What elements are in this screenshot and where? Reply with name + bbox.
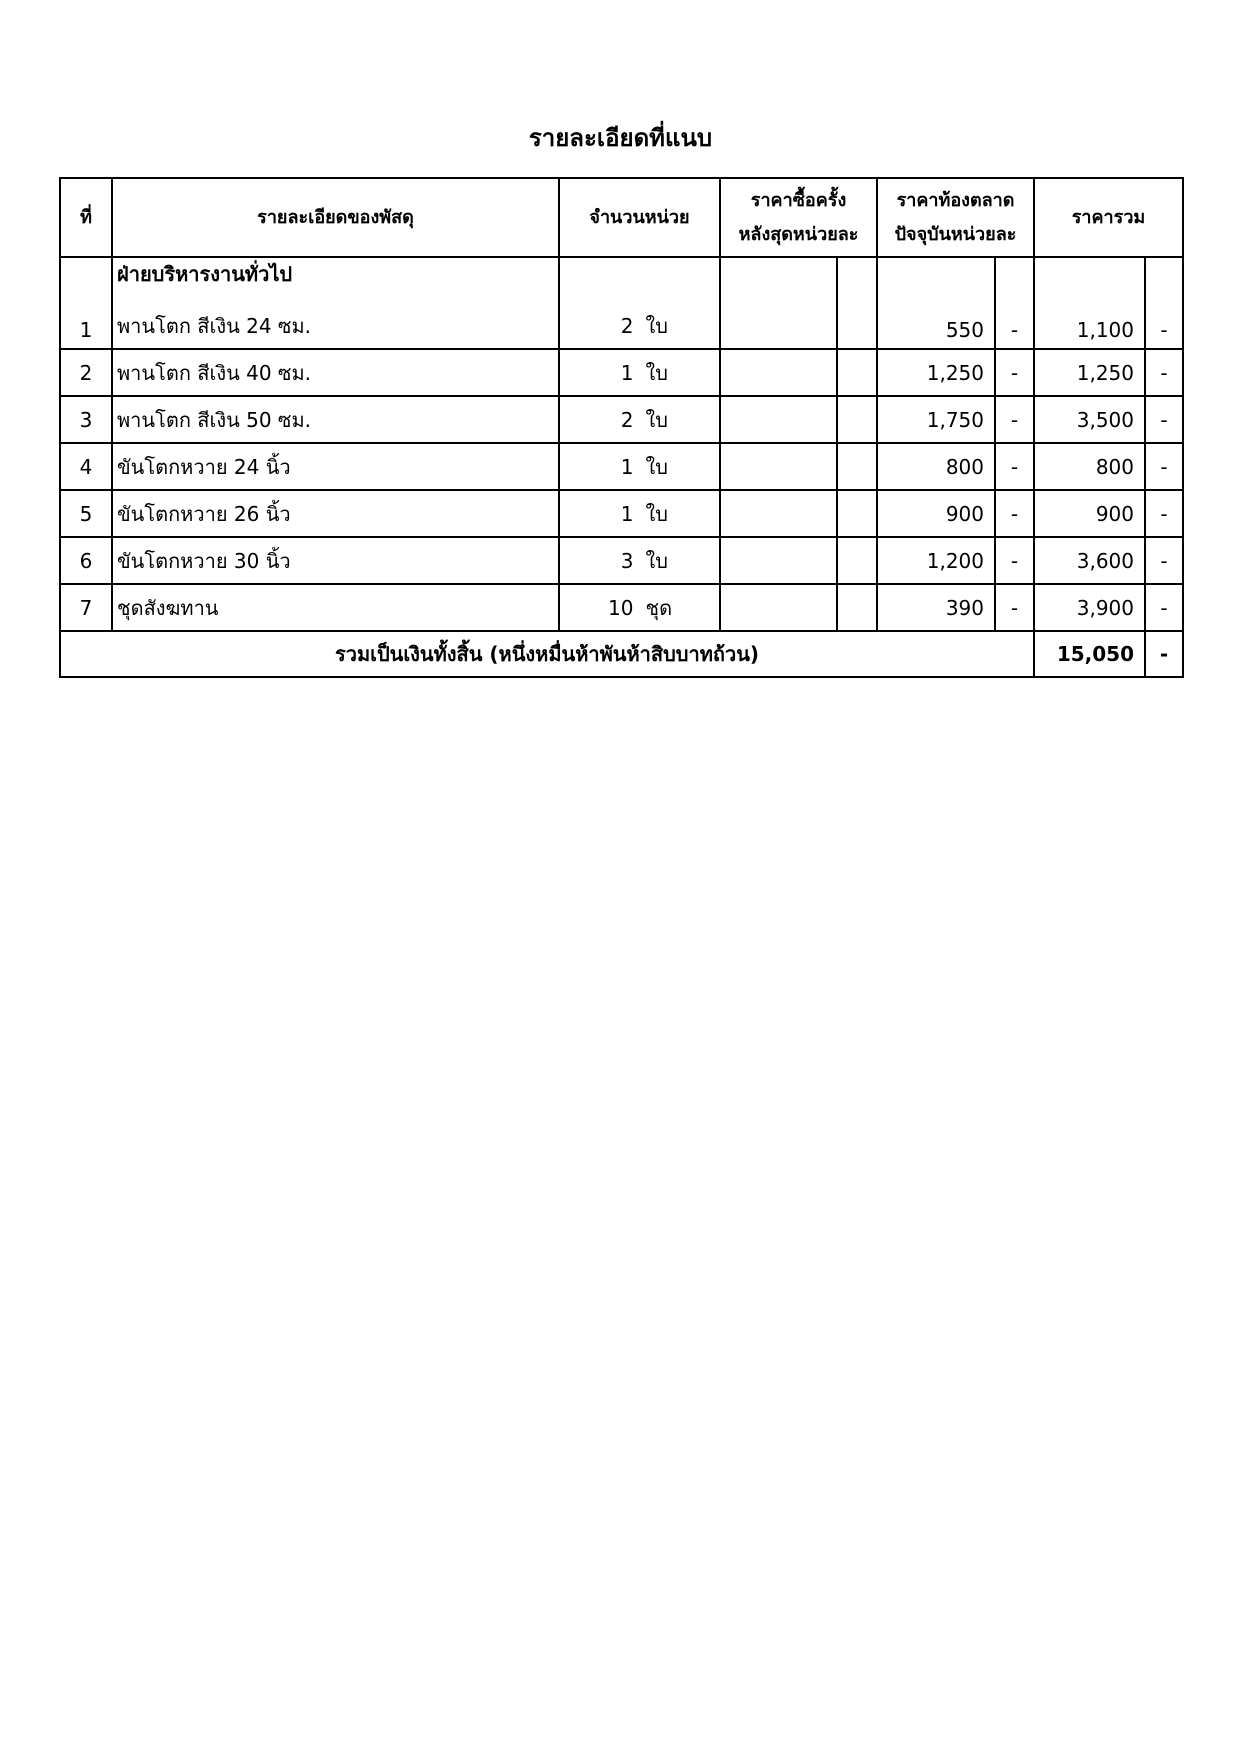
items-table xyxy=(59,177,1184,678)
item-total-satang: - xyxy=(1145,349,1183,396)
item-market-price-satang: - xyxy=(995,349,1034,396)
item-quantity xyxy=(559,490,720,537)
item-description xyxy=(112,443,559,490)
item-quantity-unit: ชุด xyxy=(645,595,673,620)
item-market-price-satang: - xyxy=(995,537,1034,584)
table-row xyxy=(60,537,1183,584)
item-total: 3,600 xyxy=(1034,537,1145,584)
item-quantity-value: 10 xyxy=(608,595,634,620)
item-name: ขันโตกหวาย 24 นิ้ว xyxy=(117,454,291,479)
item-total: 1,250 xyxy=(1034,349,1145,396)
header-total: ราคารวม xyxy=(1034,178,1183,257)
item-no: 6 xyxy=(60,537,112,584)
item-last-price xyxy=(720,349,837,396)
table-row xyxy=(60,584,1183,631)
header-last-price-line1: ราคาซื้อครั้ง xyxy=(750,189,847,211)
item-no: 4 xyxy=(60,443,112,490)
item-name: ขันโตกหวาย 26 นิ้ว xyxy=(117,501,291,526)
item-last-price-satang xyxy=(837,490,877,537)
item-quantity xyxy=(559,443,720,490)
item-total: 900 xyxy=(1034,490,1145,537)
item-last-price-satang xyxy=(837,537,877,584)
item-market-price: 390 xyxy=(877,584,995,631)
table-row xyxy=(60,349,1183,396)
item-quantity-value: 3 xyxy=(620,548,634,573)
item-quantity-value: 1 xyxy=(620,454,634,479)
item-last-price-satang xyxy=(837,584,877,631)
header-last-price xyxy=(720,178,877,257)
item-no: 2 xyxy=(60,349,112,396)
item-total-satang: - xyxy=(1145,584,1183,631)
item-total: 1,100 xyxy=(1034,257,1145,349)
item-quantity-value: 1 xyxy=(620,360,634,385)
item-quantity-value: 2 xyxy=(620,314,634,338)
item-name: พานโตก สีเงิน 24 ซม. xyxy=(117,314,312,338)
grand-total-label: รวมเป็นเงินทั้งสิ้น (หนึ่งหมื่นห้าพันห้าสิบบาทถ้วน) xyxy=(60,631,1034,677)
header-row xyxy=(60,178,1183,257)
item-quantity xyxy=(559,584,720,631)
item-quantity-unit: ใบ xyxy=(645,314,668,338)
header-market-price xyxy=(877,178,1034,257)
item-name: ชุดสังฆทาน xyxy=(117,595,219,620)
item-quantity xyxy=(559,537,720,584)
item-description xyxy=(112,349,559,396)
item-market-price-satang: - xyxy=(995,584,1034,631)
item-market-price: 1,750 xyxy=(877,396,995,443)
header-market-price-line2: ปัจจุบันหน่วยละ xyxy=(894,223,1017,245)
grand-total-satang: - xyxy=(1145,631,1183,677)
item-quantity-unit: ใบ xyxy=(645,548,668,573)
table-row xyxy=(60,396,1183,443)
item-quantity-unit: ใบ xyxy=(645,407,668,432)
item-market-price-satang: - xyxy=(995,396,1034,443)
header-quantity: จำนวนหน่วย xyxy=(559,178,720,257)
table-row xyxy=(60,257,1183,349)
item-quantity-value: 2 xyxy=(620,407,634,432)
header-market-price-line1: ราคาท้องตลาด xyxy=(896,189,1015,211)
item-no: 5 xyxy=(60,490,112,537)
header-description: รายละเอียดของพัสดุ xyxy=(112,178,559,257)
item-total: 3,500 xyxy=(1034,396,1145,443)
group-heading: ฝ่ายบริหารงานทั่วไป xyxy=(117,262,293,286)
item-name: พานโตก สีเงิน 50 ซม. xyxy=(117,407,312,432)
item-no: 7 xyxy=(60,584,112,631)
header-no: ที่ xyxy=(60,178,112,257)
item-last-price xyxy=(720,490,837,537)
document-title: รายละเอียดที่แนบ xyxy=(528,124,713,152)
item-total-satang: - xyxy=(1145,396,1183,443)
item-quantity xyxy=(559,257,720,349)
item-total: 3,900 xyxy=(1034,584,1145,631)
item-last-price-satang xyxy=(837,349,877,396)
item-last-price-satang xyxy=(837,396,877,443)
table-row xyxy=(60,490,1183,537)
item-quantity-value: 1 xyxy=(620,501,634,526)
item-market-price: 1,250 xyxy=(877,349,995,396)
item-description xyxy=(112,584,559,631)
item-description xyxy=(112,257,559,349)
item-name: ขันโตกหวาย 30 นิ้ว xyxy=(117,548,291,573)
item-description xyxy=(112,396,559,443)
item-last-price-satang xyxy=(837,443,877,490)
item-total-satang: - xyxy=(1145,537,1183,584)
item-total-satang: - xyxy=(1145,443,1183,490)
item-no: 1 xyxy=(60,257,112,349)
item-quantity-unit: ใบ xyxy=(645,360,668,385)
item-last-price xyxy=(720,584,837,631)
item-total: 800 xyxy=(1034,443,1145,490)
item-market-price-satang: - xyxy=(995,257,1034,349)
grand-total-row xyxy=(60,631,1183,677)
item-last-price xyxy=(720,396,837,443)
item-description xyxy=(112,537,559,584)
item-last-price xyxy=(720,443,837,490)
item-description xyxy=(112,490,559,537)
item-name: พานโตก สีเงิน 40 ซม. xyxy=(117,360,312,385)
table-row xyxy=(60,443,1183,490)
header-last-price-line2: หลังสุดหน่วยละ xyxy=(738,223,859,245)
item-last-price xyxy=(720,257,837,349)
item-market-price: 550 xyxy=(877,257,995,349)
item-last-price-satang xyxy=(837,257,877,349)
item-market-price: 800 xyxy=(877,443,995,490)
item-market-price-satang: - xyxy=(995,490,1034,537)
item-total-satang: - xyxy=(1145,257,1183,349)
item-last-price xyxy=(720,537,837,584)
item-market-price: 1,200 xyxy=(877,537,995,584)
item-quantity xyxy=(559,349,720,396)
item-quantity-unit: ใบ xyxy=(645,501,668,526)
items-body xyxy=(60,257,1183,631)
item-quantity-unit: ใบ xyxy=(645,454,668,479)
item-market-price-satang: - xyxy=(995,443,1034,490)
item-market-price: 900 xyxy=(877,490,995,537)
item-no: 3 xyxy=(60,396,112,443)
item-total-satang: - xyxy=(1145,490,1183,537)
item-quantity xyxy=(559,396,720,443)
grand-total-amount: 15,050 xyxy=(1034,631,1145,677)
